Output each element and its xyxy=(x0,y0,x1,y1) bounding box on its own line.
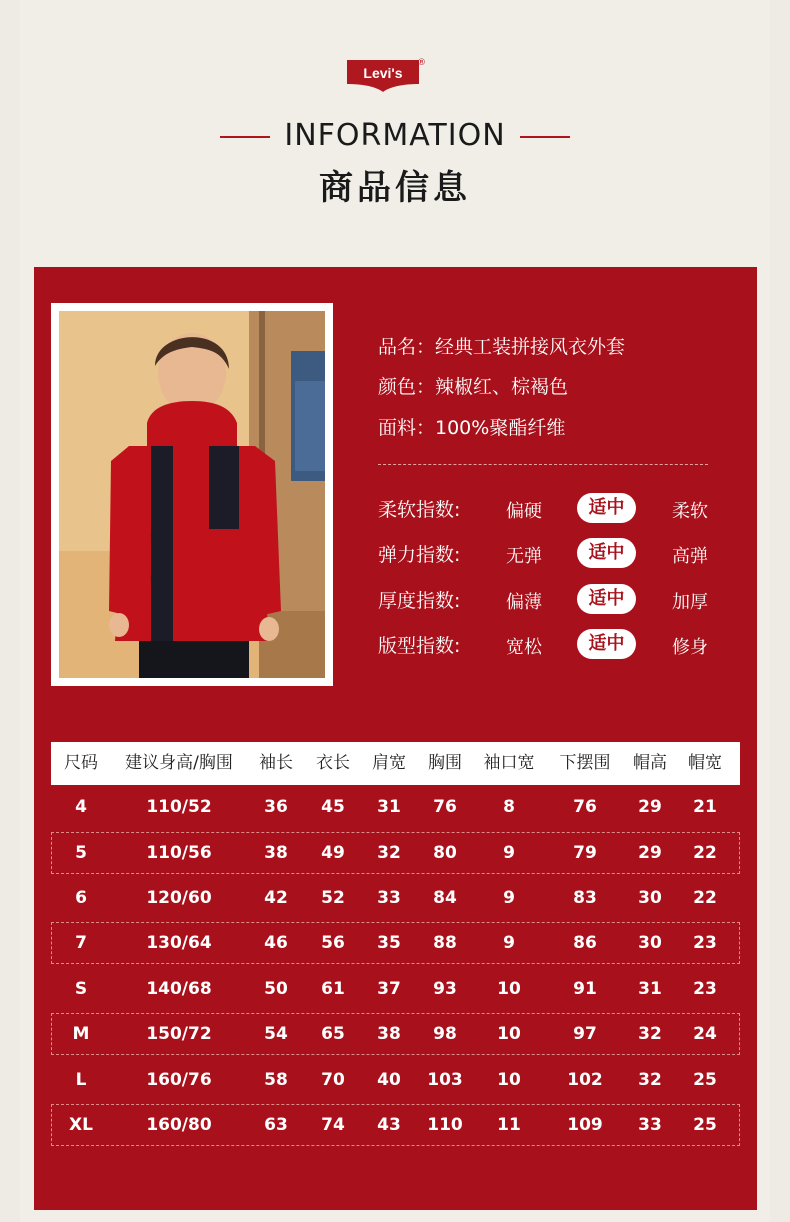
table-cell: 29 xyxy=(638,797,662,817)
table-cell: 70 xyxy=(321,1070,345,1090)
table-cell: 98 xyxy=(433,1024,457,1044)
index-low: 偏薄 xyxy=(506,592,542,613)
table-cell: 38 xyxy=(264,843,288,863)
title-rule-left xyxy=(220,136,270,138)
table-cell: 150/72 xyxy=(146,1024,212,1044)
index-label: 弹力指数: xyxy=(378,544,461,566)
table-cell: 24 xyxy=(693,1024,717,1044)
size-table-header xyxy=(51,742,740,785)
index-label: 厚度指数: xyxy=(378,590,461,612)
size-cell: M xyxy=(72,1024,90,1044)
product-color: 颜色：辣椒红、棕褐色 xyxy=(378,376,569,398)
table-cell: 10 xyxy=(497,1024,521,1044)
table-cell: 109 xyxy=(567,1115,603,1135)
table-cell: 22 xyxy=(693,888,717,908)
table-cell: 9 xyxy=(503,933,515,953)
table-cell: 22 xyxy=(693,843,717,863)
index-label: 柔软指数: xyxy=(378,499,461,521)
table-cell: 30 xyxy=(638,888,662,908)
table-cell: 31 xyxy=(638,979,662,999)
table-cell: 32 xyxy=(638,1024,662,1044)
index-low: 偏硬 xyxy=(506,501,542,522)
table-row xyxy=(51,877,740,919)
table-cell: 9 xyxy=(503,843,515,863)
table-cell: 130/64 xyxy=(146,933,212,953)
table-cell: 50 xyxy=(264,979,288,999)
table-cell: 40 xyxy=(377,1070,401,1090)
table-cell: 110/52 xyxy=(146,797,212,817)
table-cell: 33 xyxy=(638,1115,662,1135)
size-cell: XL xyxy=(69,1115,93,1135)
header-cell: 袖口宽 xyxy=(483,753,535,773)
table-cell: 160/76 xyxy=(146,1070,212,1090)
table-cell: 37 xyxy=(377,979,401,999)
table-cell: 86 xyxy=(573,933,597,953)
table-cell: 9 xyxy=(503,888,515,908)
table-cell: 61 xyxy=(321,979,345,999)
table-cell: 46 xyxy=(264,933,288,953)
table-cell: 49 xyxy=(321,843,345,863)
table-cell: 79 xyxy=(573,843,597,863)
table-cell: 120/60 xyxy=(146,888,212,908)
registered-mark: ® xyxy=(417,58,426,68)
levis-logo xyxy=(347,60,425,92)
index-low: 宽松 xyxy=(506,637,542,658)
table-cell: 33 xyxy=(377,888,401,908)
size-cell: 4 xyxy=(75,797,87,817)
jacket-print: levi's xyxy=(145,521,175,586)
table-cell: 25 xyxy=(693,1115,717,1135)
size-cell: L xyxy=(75,1070,87,1090)
table-cell: 110 xyxy=(427,1115,463,1135)
table-cell: 42 xyxy=(264,888,288,908)
logo-wordmark: Levi's xyxy=(363,65,403,81)
table-row xyxy=(51,786,740,828)
index-high: 加厚 xyxy=(672,592,708,613)
table-cell: 11 xyxy=(497,1115,521,1135)
header-cell: 帽宽 xyxy=(688,753,722,773)
table-cell: 93 xyxy=(433,979,457,999)
header-cell: 下摆围 xyxy=(559,753,611,773)
index-high: 高弹 xyxy=(672,546,708,567)
header-cell: 帽高 xyxy=(633,753,667,773)
table-row xyxy=(51,1013,740,1055)
table-cell: 80 xyxy=(433,843,457,863)
table-cell: 36 xyxy=(264,797,288,817)
table-cell: 103 xyxy=(427,1070,463,1090)
index-selected-pill: 适中 xyxy=(577,584,636,614)
table-cell: 97 xyxy=(573,1024,597,1044)
size-cell: 6 xyxy=(75,888,87,908)
table-cell: 32 xyxy=(638,1070,662,1090)
table-row xyxy=(51,1059,740,1101)
table-cell: 54 xyxy=(264,1024,288,1044)
table-cell: 76 xyxy=(433,797,457,817)
size-cell: S xyxy=(74,979,88,999)
table-cell: 45 xyxy=(321,797,345,817)
index-low: 无弹 xyxy=(506,546,542,567)
index-selected-pill: 适中 xyxy=(577,538,636,568)
size-cell: 5 xyxy=(75,843,87,863)
index-label: 版型指数: xyxy=(378,635,461,657)
table-cell: 110/56 xyxy=(146,843,212,863)
product-photo xyxy=(59,311,325,678)
table-cell: 31 xyxy=(377,797,401,817)
title-english: INFORMATION xyxy=(284,118,506,153)
table-cell: 29 xyxy=(638,843,662,863)
table-cell: 83 xyxy=(573,888,597,908)
size-cell: 7 xyxy=(75,933,87,953)
title-rule-right xyxy=(520,136,570,138)
header-cell: 衣长 xyxy=(316,753,350,773)
header-cell: 尺码 xyxy=(64,753,98,773)
table-cell: 160/80 xyxy=(146,1115,212,1135)
table-cell: 102 xyxy=(567,1070,603,1090)
table-cell: 52 xyxy=(321,888,345,908)
table-cell: 88 xyxy=(433,933,457,953)
index-high: 柔软 xyxy=(672,501,708,522)
table-cell: 8 xyxy=(503,797,515,817)
table-cell: 63 xyxy=(264,1115,288,1135)
header-cell: 建议身高/胸围 xyxy=(125,753,233,773)
table-cell: 38 xyxy=(377,1024,401,1044)
index-high: 修身 xyxy=(672,637,708,658)
title-chinese: 商品信息 xyxy=(319,168,471,208)
index-selected-pill: 适中 xyxy=(577,493,636,523)
header-cell: 胸围 xyxy=(428,753,462,773)
table-cell: 76 xyxy=(573,797,597,817)
table-cell: 21 xyxy=(693,797,717,817)
table-cell: 23 xyxy=(693,979,717,999)
table-row xyxy=(51,968,740,1010)
table-cell: 23 xyxy=(693,933,717,953)
product-name: 品名：经典工装拼接风衣外套 xyxy=(378,336,626,358)
table-cell: 10 xyxy=(497,1070,521,1090)
header-cell: 肩宽 xyxy=(372,753,406,773)
table-cell: 84 xyxy=(433,888,457,908)
table-row xyxy=(51,1104,740,1146)
table-cell: 25 xyxy=(693,1070,717,1090)
table-cell: 91 xyxy=(573,979,597,999)
table-cell: 30 xyxy=(638,933,662,953)
table-cell: 58 xyxy=(264,1070,288,1090)
info-divider xyxy=(378,464,708,465)
table-cell: 32 xyxy=(377,843,401,863)
table-row xyxy=(51,832,740,874)
header-cell: 袖长 xyxy=(259,753,293,773)
table-cell: 35 xyxy=(377,933,401,953)
product-fabric: 面料：100%聚酯纤维 xyxy=(378,417,566,439)
table-cell: 65 xyxy=(321,1024,345,1044)
table-row xyxy=(51,922,740,964)
index-selected-pill: 适中 xyxy=(577,629,636,659)
table-cell: 10 xyxy=(497,979,521,999)
table-cell: 43 xyxy=(377,1115,401,1135)
table-cell: 74 xyxy=(321,1115,345,1135)
table-cell: 56 xyxy=(321,933,345,953)
table-cell: 140/68 xyxy=(146,979,212,999)
